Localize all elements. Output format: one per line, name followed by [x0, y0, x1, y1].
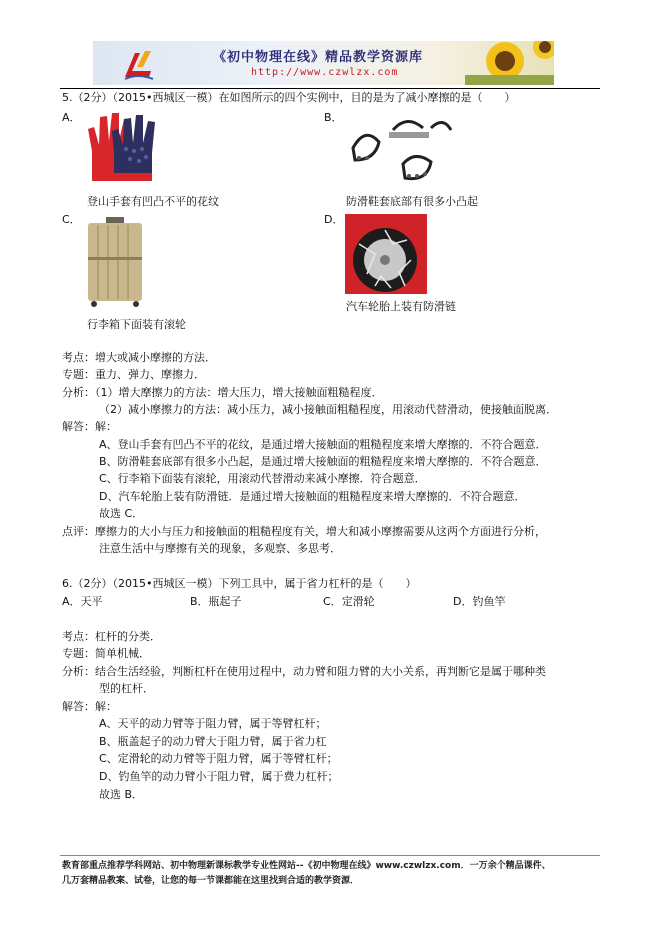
q6-option-b: B．瓶起子: [190, 595, 242, 608]
q6-jieda: 解答：解：: [62, 700, 117, 713]
q5-option-b-letter: B．: [324, 111, 343, 124]
q5-stem: 5.（2分）（2015•西城区一模）在如图所示的四个实例中，目的是为了减小摩擦的是（ ）: [62, 91, 516, 104]
q5-answer-b: B、防滑鞋套底部有很多小凸起，是通过增大接触面的粗糙程度来增大摩擦的．不符合题意．: [99, 455, 547, 468]
q5-option-c-letter: C．: [62, 213, 81, 226]
anti-slip-shoe-covers-image: [345, 112, 453, 190]
footer-line-2: 几万套精品教案、试卷，让您的每一节课都能在这里找到合适的教学资源．: [62, 876, 360, 886]
q6-answer-choice: 故选 B．: [99, 788, 144, 801]
q5-answer-d: D、汽车轮胎上装有防滑链．是通过增大接触面的粗糙程度来增大摩擦的．不符合题意．: [99, 490, 526, 503]
q5-jieda: 解答：解：: [62, 420, 117, 433]
banner-title: 《初中物理在线》精品教学资源库: [213, 50, 424, 65]
q5-zhuanti: 专题：重力、弹力、摩擦力．: [62, 368, 205, 381]
q5-option-b-caption: 防滑鞋套底部有很多小凸起: [346, 195, 478, 208]
q5-option-d-letter: D．: [324, 213, 344, 226]
q6-answer-b: B、瓶盖起子的动力臂大于阻力臂，属于省力杠: [99, 735, 327, 748]
q5-option-a-caption: 登山手套有凹凸不平的花纹: [87, 195, 219, 208]
q5-dianping-2: 注意生活中与摩擦有关的现象，多观察、多思考．: [99, 542, 341, 555]
luggage-suitcase-image: [84, 217, 146, 308]
q6-fenxi-1: 分析：结合生活经验，判断杠杆在使用过程中，动力臂和阻力臂的大小关系，再判断它是属于哪种类: [62, 665, 546, 678]
q5-dianping-1: 点评：摩擦力的大小与压力和接触面的粗糙程度有关，增大和减小摩擦需要从这两个方面进行分析，: [62, 525, 546, 538]
q6-option-c: C．定滑轮: [323, 595, 375, 608]
q5-option-c-caption: 行李箱下面装有滚轮: [87, 318, 186, 331]
q6-option-a: A．天平: [62, 595, 103, 608]
header-banner: [93, 41, 554, 85]
q5-fenxi-1: 分析：（1）增大摩擦力的方法：增大压力，增大接触面粗糙程度．: [62, 386, 383, 399]
q6-stem: 6.（2分）（2015•西城区一模）下列工具中，属于省力杠杆的是（ ）: [62, 577, 417, 590]
q6-kaodian: 考点：杠杆的分类．: [62, 630, 161, 643]
q6-option-d: D．钓鱼竿: [453, 595, 506, 608]
footer-line-1: 教育部重点推荐学科网站、初中物理新课标教学专业性网站--《初中物理在线》www.czwlzx.com．一万余个精品课件、: [62, 861, 551, 871]
footer-rule: [60, 855, 600, 856]
q5-answer-a: A、登山手套有凹凸不平的花纹，是通过增大接触面的粗糙程度来增大摩擦的．不符合题意．: [99, 438, 547, 451]
q6-fenxi-2: 型的杠杆．: [99, 682, 154, 695]
q5-answer-c: C、行李箱下面装有滚轮，用滚动代替滑动来减小摩擦．符合题意．: [99, 472, 426, 485]
q5-option-a-letter: A．: [62, 111, 81, 124]
q6-zhuanti: 专题：简单机械．: [62, 647, 150, 660]
banner-url: http://www.czwlzx.com: [251, 67, 399, 78]
q6-answer-d: D、钓鱼竿的动力臂小于阻力臂，属于费力杠杆；: [99, 770, 339, 783]
q6-answer-c: C、定滑轮的动力臂等于阻力臂，属于等臂杠杆；: [99, 752, 338, 765]
q6-answer-a: A、天平的动力臂等于阻力臂，属于等臂杠杆；: [99, 717, 327, 730]
tire-snow-chains-image: [345, 214, 427, 294]
q5-option-d-caption: 汽车轮胎上装有防滑链: [346, 300, 456, 313]
q5-kaodian: 考点：增大或减小摩擦的方法．: [62, 351, 216, 364]
site-logo-icon: [121, 47, 155, 81]
climbing-gloves-image: [84, 111, 162, 184]
q5-fenxi-2: （2）减小摩擦力的方法：减小压力，减小接触面粗糙程度，用滚动代替滑动，使接触面脱离．: [99, 403, 557, 416]
sunflower-icon: [465, 41, 554, 85]
q5-answer-choice: 故选 C．: [99, 507, 144, 520]
